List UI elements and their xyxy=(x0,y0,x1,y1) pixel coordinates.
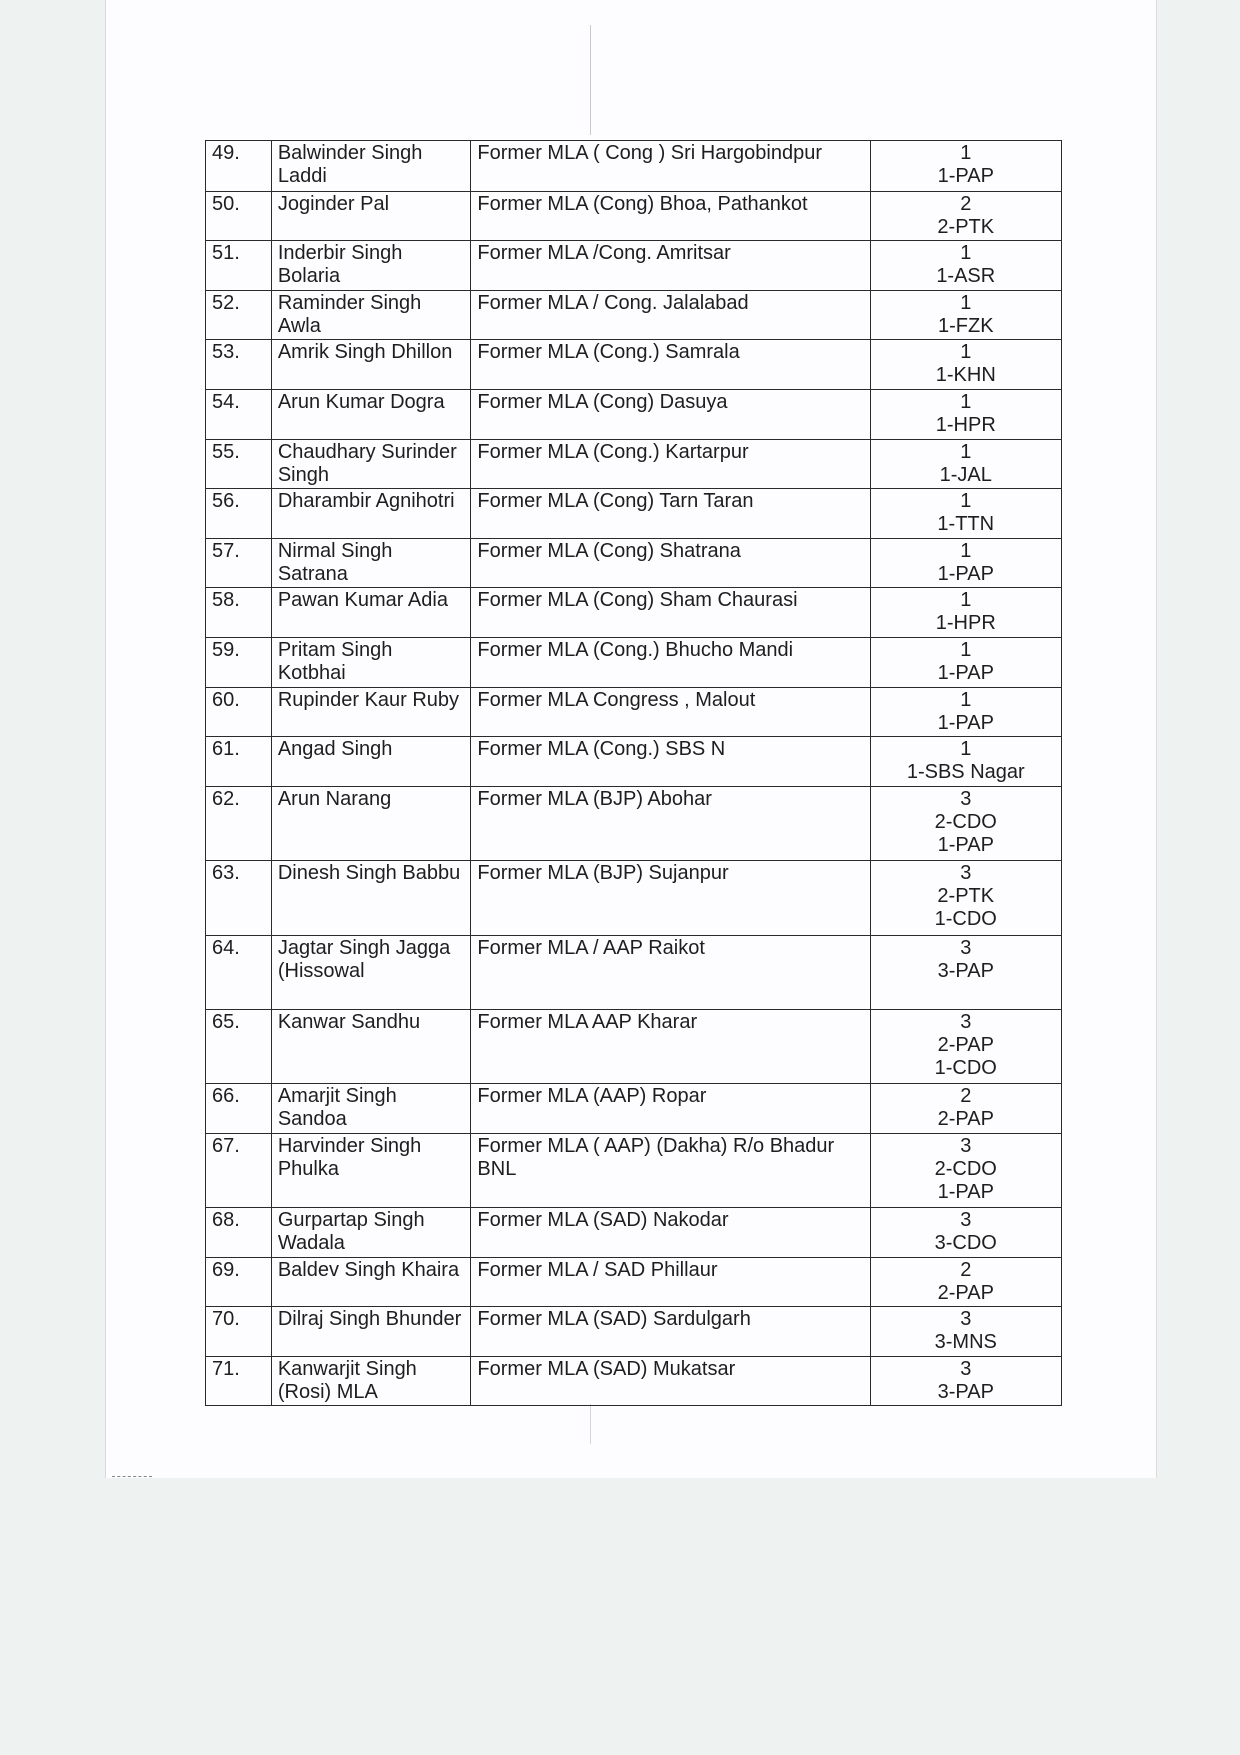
person-name: Nirmal Singh Satrana xyxy=(271,539,471,588)
person-name: Dinesh Singh Babbu xyxy=(271,861,471,936)
designation: Former MLA (SAD) Mukatsar xyxy=(471,1357,870,1406)
units-total: 3 xyxy=(960,1308,972,1330)
designation: Former MLA (Cong.) Kartarpur xyxy=(471,440,870,489)
units-breakdown: 2-PTK xyxy=(937,885,995,907)
person-name: Kanwar Sandhu xyxy=(271,1010,471,1084)
units-breakdown: 1-SBS Nagar xyxy=(906,761,1025,783)
table-row xyxy=(206,1134,1062,1208)
designation: Former MLA (Cong) Tarn Taran xyxy=(471,489,870,539)
table-row xyxy=(206,340,1062,390)
units-total: 3 xyxy=(960,1011,972,1033)
security-units-cell xyxy=(870,340,1061,390)
units-total: 1 xyxy=(960,639,972,661)
person-name: Inderbir Singh Bolaria xyxy=(271,241,471,291)
serial-number: 66. xyxy=(206,1084,272,1134)
person-name: Dharambir Agnihotri xyxy=(271,489,471,539)
units-total: 1 xyxy=(960,490,972,512)
security-units-cell xyxy=(870,1134,1061,1208)
designation: Former MLA / SAD Phillaur xyxy=(471,1258,870,1307)
table-row xyxy=(206,1208,1062,1258)
table-row xyxy=(206,291,1062,340)
security-units-cell xyxy=(870,1258,1061,1307)
security-units-cell xyxy=(870,1010,1061,1084)
units-total: 2 xyxy=(960,1259,972,1281)
page-fold-line xyxy=(590,25,591,135)
person-name: Kanwarjit Singh (Rosi) MLA xyxy=(271,1357,471,1406)
units-breakdown: 1-PAP xyxy=(937,563,994,585)
units-total: 1 xyxy=(960,341,972,363)
designation: Former MLA (Cong) Bhoa, Pathankot xyxy=(471,192,870,241)
table-row xyxy=(206,638,1062,688)
table-row xyxy=(206,787,1062,861)
designation: Former MLA (Cong.) Bhucho Mandi xyxy=(471,638,870,688)
units-total: 2 xyxy=(960,193,972,215)
person-name: Balwinder Singh Laddi xyxy=(271,141,471,192)
units-total: 3 xyxy=(960,1358,972,1380)
designation: Former MLA Congress , Malout xyxy=(471,688,870,737)
serial-number: 53. xyxy=(206,340,272,390)
units-breakdown: 1-PAP xyxy=(937,834,994,856)
serial-number: 57. xyxy=(206,539,272,588)
units-total: 1 xyxy=(960,391,972,413)
units-breakdown: 1-TTN xyxy=(937,513,995,535)
units-breakdown: 1-KHN xyxy=(935,364,996,386)
security-units-cell xyxy=(870,141,1061,192)
security-units-cell xyxy=(870,787,1061,861)
units-total: 1 xyxy=(960,738,972,760)
units-breakdown: 3-MNS xyxy=(934,1331,997,1353)
units-total: 1 xyxy=(960,589,972,611)
serial-number: 69. xyxy=(206,1258,272,1307)
security-list-table xyxy=(205,140,1062,1406)
units-total: 1 xyxy=(960,292,972,314)
table-row xyxy=(206,489,1062,539)
person-name: Joginder Pal xyxy=(271,192,471,241)
table-body xyxy=(206,141,1062,1406)
person-name: Angad Singh xyxy=(271,737,471,787)
serial-number: 58. xyxy=(206,588,272,638)
designation: Former MLA AAP Kharar xyxy=(471,1010,870,1084)
security-units-cell xyxy=(870,440,1061,489)
serial-number: 50. xyxy=(206,192,272,241)
serial-number: 68. xyxy=(206,1208,272,1258)
units-total: 3 xyxy=(960,1209,972,1231)
designation: Former MLA (Cong.) SBS N xyxy=(471,737,870,787)
person-name: Raminder Singh Awla xyxy=(271,291,471,340)
units-breakdown: 1-PAP xyxy=(937,1181,994,1203)
units-total: 2 xyxy=(960,1085,972,1107)
serial-number: 59. xyxy=(206,638,272,688)
serial-number: 61. xyxy=(206,737,272,787)
designation: Former MLA (BJP) Sujanpur xyxy=(471,861,870,936)
units-total: 3 xyxy=(960,788,972,810)
security-units-cell xyxy=(870,539,1061,588)
table-row xyxy=(206,588,1062,638)
person-name: Arun Narang xyxy=(271,787,471,861)
units-breakdown: 2-PAP xyxy=(937,1282,994,1304)
person-name: Arun Kumar Dogra xyxy=(271,390,471,440)
units-total: 3 xyxy=(960,1135,972,1157)
security-units-cell xyxy=(870,861,1061,936)
table-row xyxy=(206,539,1062,588)
table-row xyxy=(206,241,1062,291)
serial-number: 49. xyxy=(206,141,272,192)
designation: Former MLA ( AAP) (Dakha) R/o Bhadur BNL xyxy=(471,1134,870,1208)
person-name: Rupinder Kaur Ruby xyxy=(271,688,471,737)
serial-number: 52. xyxy=(206,291,272,340)
units-breakdown: 3-PAP xyxy=(937,960,994,982)
table-row xyxy=(206,861,1062,936)
designation: Former MLA ( Cong ) Sri Hargobindpur xyxy=(471,141,870,192)
units-breakdown: 1-CDO xyxy=(934,1057,997,1079)
designation: Former MLA (Cong) Shatrana xyxy=(471,539,870,588)
units-breakdown: 3-PAP xyxy=(937,1381,994,1403)
table-row xyxy=(206,737,1062,787)
designation: Former MLA / AAP Raikot xyxy=(471,936,870,1010)
serial-number: 55. xyxy=(206,440,272,489)
serial-number: 70. xyxy=(206,1307,272,1357)
units-breakdown: 1-JAL xyxy=(939,464,992,486)
units-breakdown: 1-PAP xyxy=(937,712,994,734)
table-row xyxy=(206,1307,1062,1357)
units-breakdown: 3-CDO xyxy=(934,1232,997,1254)
security-units-cell xyxy=(870,241,1061,291)
serial-number: 65. xyxy=(206,1010,272,1084)
units-total: 1 xyxy=(960,540,972,562)
units-breakdown: 2-PAP xyxy=(937,1034,994,1056)
security-units-cell xyxy=(870,936,1061,1010)
units-breakdown: 1-PAP xyxy=(937,165,994,187)
units-total: 1 xyxy=(960,441,972,463)
units-breakdown: 1-HPR xyxy=(935,612,996,634)
designation: Former MLA (AAP) Ropar xyxy=(471,1084,870,1134)
security-units-cell xyxy=(870,192,1061,241)
designation: Former MLA (Cong.) Samrala xyxy=(471,340,870,390)
table-row xyxy=(206,192,1062,241)
units-breakdown: 1-FZK xyxy=(937,315,994,337)
units-breakdown: 2-CDO xyxy=(934,1158,997,1180)
units-total: 3 xyxy=(960,862,972,884)
table-row xyxy=(206,1084,1062,1134)
person-name: Amarjit Singh Sandoa xyxy=(271,1084,471,1134)
table-row xyxy=(206,390,1062,440)
table-row xyxy=(206,1010,1062,1084)
security-units-cell xyxy=(870,1307,1061,1357)
security-units-cell xyxy=(870,1084,1061,1134)
person-name: Harvinder Singh Phulka xyxy=(271,1134,471,1208)
table-row xyxy=(206,936,1062,1010)
person-name: Pawan Kumar Adia xyxy=(271,588,471,638)
security-units-cell xyxy=(870,638,1061,688)
designation: Former MLA (SAD) Sardulgarh xyxy=(471,1307,870,1357)
units-breakdown: 2-PTK xyxy=(937,216,995,238)
table-row xyxy=(206,1258,1062,1307)
person-name: Baldev Singh Khaira xyxy=(271,1258,471,1307)
serial-number: 64. xyxy=(206,936,272,1010)
designation: Former MLA (Cong) Dasuya xyxy=(471,390,870,440)
units-breakdown: 2-PAP xyxy=(937,1108,994,1130)
table-row xyxy=(206,688,1062,737)
units-total: 1 xyxy=(960,689,972,711)
table-row xyxy=(206,1357,1062,1406)
page-fold-line-bottom xyxy=(590,1404,591,1444)
designation: Former MLA (Cong) Sham Chaurasi xyxy=(471,588,870,638)
person-name: Dilraj Singh Bhunder xyxy=(271,1307,471,1357)
serial-number: 60. xyxy=(206,688,272,737)
table-row xyxy=(206,440,1062,489)
units-breakdown: 1-PAP xyxy=(937,662,994,684)
designation: Former MLA (SAD) Nakodar xyxy=(471,1208,870,1258)
security-units-cell xyxy=(870,1208,1061,1258)
units-breakdown: 1-CDO xyxy=(934,908,997,930)
serial-number: 51. xyxy=(206,241,272,291)
security-units-cell xyxy=(870,390,1061,440)
security-units-cell xyxy=(870,489,1061,539)
security-units-cell xyxy=(870,688,1061,737)
units-breakdown: 1-ASR xyxy=(936,265,996,287)
serial-number: 54. xyxy=(206,390,272,440)
serial-number: 71. xyxy=(206,1357,272,1406)
units-breakdown: 1-HPR xyxy=(935,414,996,436)
person-name: Amrik Singh Dhillon xyxy=(271,340,471,390)
designation: Former MLA / Cong. Jalalabad xyxy=(471,291,870,340)
person-name: Jagtar Singh Jagga (Hissowal xyxy=(271,936,471,1010)
units-breakdown: 2-CDO xyxy=(934,811,997,833)
designation: Former MLA /Cong. Amritsar xyxy=(471,241,870,291)
person-name: Gurpartap Singh Wadala xyxy=(271,1208,471,1258)
person-name: Pritam Singh Kotbhai xyxy=(271,638,471,688)
units-total: 1 xyxy=(960,242,972,264)
security-units-cell xyxy=(870,291,1061,340)
person-name: Chaudhary Surinder Singh xyxy=(271,440,471,489)
serial-number: 67. xyxy=(206,1134,272,1208)
security-units-cell xyxy=(870,588,1061,638)
security-units-cell xyxy=(870,737,1061,787)
scan-artifact xyxy=(112,1476,152,1479)
serial-number: 63. xyxy=(206,861,272,936)
units-total: 1 xyxy=(960,142,972,164)
table-row xyxy=(206,141,1062,192)
units-total: 3 xyxy=(960,937,972,959)
designation: Former MLA (BJP) Abohar xyxy=(471,787,870,861)
serial-number: 56. xyxy=(206,489,272,539)
serial-number: 62. xyxy=(206,787,272,861)
security-units-cell xyxy=(870,1357,1061,1406)
